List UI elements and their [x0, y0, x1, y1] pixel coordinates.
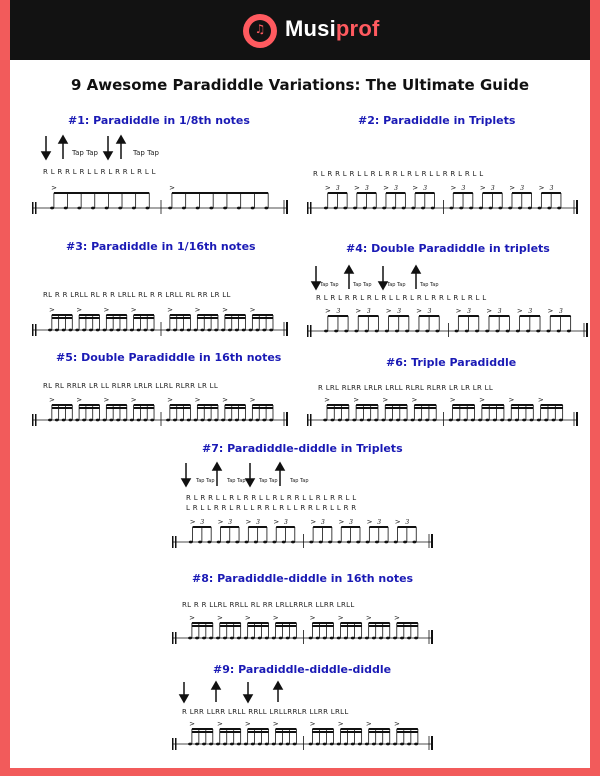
svg-text:>: >: [450, 184, 457, 192]
section-1-staff: [30, 180, 290, 216]
svg-text:>: >: [411, 396, 418, 404]
svg-text:>: >: [412, 184, 419, 192]
section-7-tap-2: Tap Tap: [227, 478, 246, 484]
section-5-sticking: RL RL RRLR LR LL RLRR LRLR LLRL RLRR LR LL: [43, 382, 219, 390]
svg-text:3: 3: [349, 519, 353, 526]
svg-text:>: >: [49, 306, 55, 314]
svg-text:>: >: [394, 518, 401, 526]
section-4-arrows: [308, 264, 448, 294]
svg-text:3: 3: [200, 519, 205, 526]
page-title: 9 Awesome Paradiddle Variations: The Ultimate Guide: [71, 76, 529, 94]
svg-text:3: 3: [549, 185, 554, 192]
guitar-pick-icon[interactable]: ♫: [243, 14, 277, 48]
section-7-tap-3: Tap Tap: [259, 478, 278, 484]
svg-text:>: >: [51, 184, 57, 192]
svg-text:>: >: [325, 307, 331, 315]
svg-text:3: 3: [397, 308, 402, 315]
brand-part1: Musi: [285, 16, 336, 41]
section-3-sticking: RL R R LRLL RL R R LRLL RL R R LRLL RL RR LR LL: [43, 291, 231, 299]
svg-text:>: >: [449, 396, 456, 404]
svg-text:>: >: [49, 396, 55, 404]
svg-text:3: 3: [490, 185, 495, 192]
svg-text:3: 3: [558, 308, 563, 315]
svg-text:>: >: [355, 307, 362, 315]
svg-text:3: 3: [423, 185, 428, 192]
section-7-title: #7: Paradiddle-diddle in Triplets: [202, 442, 403, 455]
svg-text:3: 3: [520, 185, 525, 192]
svg-text:>: >: [383, 184, 390, 192]
svg-text:>: >: [337, 614, 344, 622]
svg-text:>: >: [189, 518, 196, 526]
svg-text:>: >: [365, 614, 372, 622]
section-7-tap-4: Tap Tap: [290, 478, 309, 484]
svg-text:>: >: [310, 518, 317, 526]
section-9-arrows: [176, 680, 296, 706]
section-4-sticking: R L R L R R L R L R L L R L R L R R L R L R L L: [316, 294, 487, 302]
svg-text:>: >: [249, 396, 256, 404]
svg-text:3: 3: [336, 308, 341, 315]
svg-text:>: >: [365, 720, 372, 728]
section-9-staff: [170, 716, 435, 752]
section-5-title: #5: Double Paradiddle in 16th notes: [56, 351, 282, 364]
svg-text:>: >: [76, 306, 83, 314]
svg-text:>: >: [385, 307, 392, 315]
svg-text:>: >: [324, 184, 331, 192]
svg-text:>: >: [167, 396, 173, 404]
svg-text:3: 3: [335, 185, 340, 192]
svg-text:>: >: [382, 396, 389, 404]
svg-text:>: >: [189, 720, 195, 728]
svg-text:>: >: [76, 396, 83, 404]
section-8-sticking: RL R R LLRL RRLL RL RR LRLLRRLR LLRR LRLL: [182, 601, 355, 609]
section-3-title: #3: Paradiddle in 1/16th notes: [66, 240, 256, 253]
section-7-arrows: [178, 461, 318, 491]
svg-text:>: >: [337, 720, 344, 728]
svg-text:>: >: [309, 614, 316, 622]
section-6-sticking: R LRL RLRR LRLR LRLL RLRL RLRR LR LR LR LL: [318, 384, 494, 392]
section-4-tap-1: Tap Tap: [320, 282, 339, 288]
svg-text:3: 3: [497, 308, 502, 315]
svg-text:>: >: [547, 307, 554, 315]
site-header: [10, 0, 590, 60]
section-7-staff: [170, 514, 435, 552]
section-4-title: #4: Double Paradiddle in triplets: [346, 242, 550, 255]
section-1-title: #1: Paradiddle in 1/8th notes: [68, 114, 250, 127]
svg-text:>: >: [244, 614, 251, 622]
section-9-sticking: R LRR LLRR LRLL RRLL LRLLRRLR LLRR LRLL: [182, 708, 349, 716]
section-4-tap-2: Tap Tap: [353, 282, 372, 288]
section-7-tap-1: Tap Tap: [196, 478, 215, 484]
svg-text:>: >: [194, 306, 201, 314]
svg-text:>: >: [538, 184, 545, 192]
svg-text:3: 3: [461, 185, 466, 192]
svg-text:>: >: [217, 518, 224, 526]
section-4-tap-4: Tap Tap: [420, 282, 439, 288]
section-5-staff: [30, 392, 290, 428]
svg-text:>: >: [249, 306, 256, 314]
svg-text:>: >: [272, 614, 279, 622]
svg-text:>: >: [272, 720, 279, 728]
svg-text:>: >: [509, 184, 516, 192]
svg-text:3: 3: [366, 308, 371, 315]
svg-text:>: >: [338, 518, 345, 526]
svg-text:3: 3: [377, 519, 382, 526]
svg-text:3: 3: [256, 519, 260, 526]
svg-text:>: >: [103, 306, 110, 314]
svg-text:>: >: [130, 396, 137, 404]
section-6-staff: [305, 392, 580, 428]
section-2-staff: [305, 180, 580, 216]
section-4-tap-3: Tap Tap: [387, 282, 406, 288]
svg-text:>: >: [244, 720, 251, 728]
section-7-sticking: R L R R L L R L R R L L R L R R L L R L R R L L: [186, 494, 357, 502]
svg-text:3: 3: [284, 519, 288, 526]
svg-text:>: >: [169, 184, 175, 192]
svg-text:>: >: [189, 614, 195, 622]
svg-text:>: >: [416, 307, 423, 315]
section-1-tap-2: Tap Tap: [133, 149, 159, 157]
svg-text:>: >: [516, 307, 523, 315]
svg-text:>: >: [216, 614, 223, 622]
brand-part2: prof: [335, 16, 380, 41]
svg-text:>: >: [508, 396, 515, 404]
svg-text:>: >: [455, 307, 462, 315]
svg-text:>: >: [216, 720, 223, 728]
section-6-title: #6: Triple Paradiddle: [386, 356, 517, 369]
svg-text:3: 3: [228, 519, 233, 526]
section-2-title: #2: Paradiddle in Triplets: [358, 114, 516, 127]
svg-text:>: >: [222, 396, 228, 404]
section-1-sticking: R L R R L R L L R L R R L R L L: [43, 168, 156, 176]
section-8-staff: [170, 610, 435, 646]
svg-text:3: 3: [320, 519, 325, 526]
svg-text:>: >: [479, 184, 486, 192]
svg-text:>: >: [194, 396, 201, 404]
svg-text:>: >: [103, 396, 110, 404]
svg-text:>: >: [354, 184, 360, 192]
section-1-tap-1: Tap Tap: [72, 149, 98, 157]
svg-text:>: >: [393, 720, 400, 728]
svg-text:3: 3: [427, 308, 432, 315]
svg-text:>: >: [537, 396, 544, 404]
brand-logo[interactable]: [285, 16, 380, 42]
svg-text:>: >: [273, 518, 280, 526]
section-7-sticking-alt: L R L L R R L R L L R R L R L L R R L R L L R R: [186, 504, 357, 512]
section-9-title: #9: Paradiddle-diddle-diddle: [213, 663, 392, 676]
svg-text:>: >: [222, 306, 228, 314]
svg-text:3: 3: [528, 308, 533, 315]
section-4-staff: [305, 303, 590, 339]
section-2-sticking: R L R R L R L L R L R R L R L R L L R R L R L L: [313, 170, 484, 178]
section-3-staff: [30, 302, 290, 338]
svg-text:3: 3: [405, 519, 410, 526]
svg-text:>: >: [167, 306, 173, 314]
svg-text:>: >: [130, 306, 137, 314]
svg-text:3: 3: [467, 308, 471, 315]
svg-text:3: 3: [365, 185, 369, 192]
svg-text:>: >: [486, 307, 493, 315]
svg-text:>: >: [245, 518, 252, 526]
section-8-title: #8: Paradiddle-diddle in 16th notes: [192, 572, 414, 585]
svg-text:>: >: [324, 396, 331, 404]
svg-text:>: >: [479, 396, 485, 404]
svg-text:>: >: [353, 396, 360, 404]
svg-text:>: >: [393, 614, 400, 622]
svg-text:>: >: [309, 720, 316, 728]
svg-text:>: >: [366, 518, 373, 526]
svg-text:3: 3: [394, 185, 398, 192]
